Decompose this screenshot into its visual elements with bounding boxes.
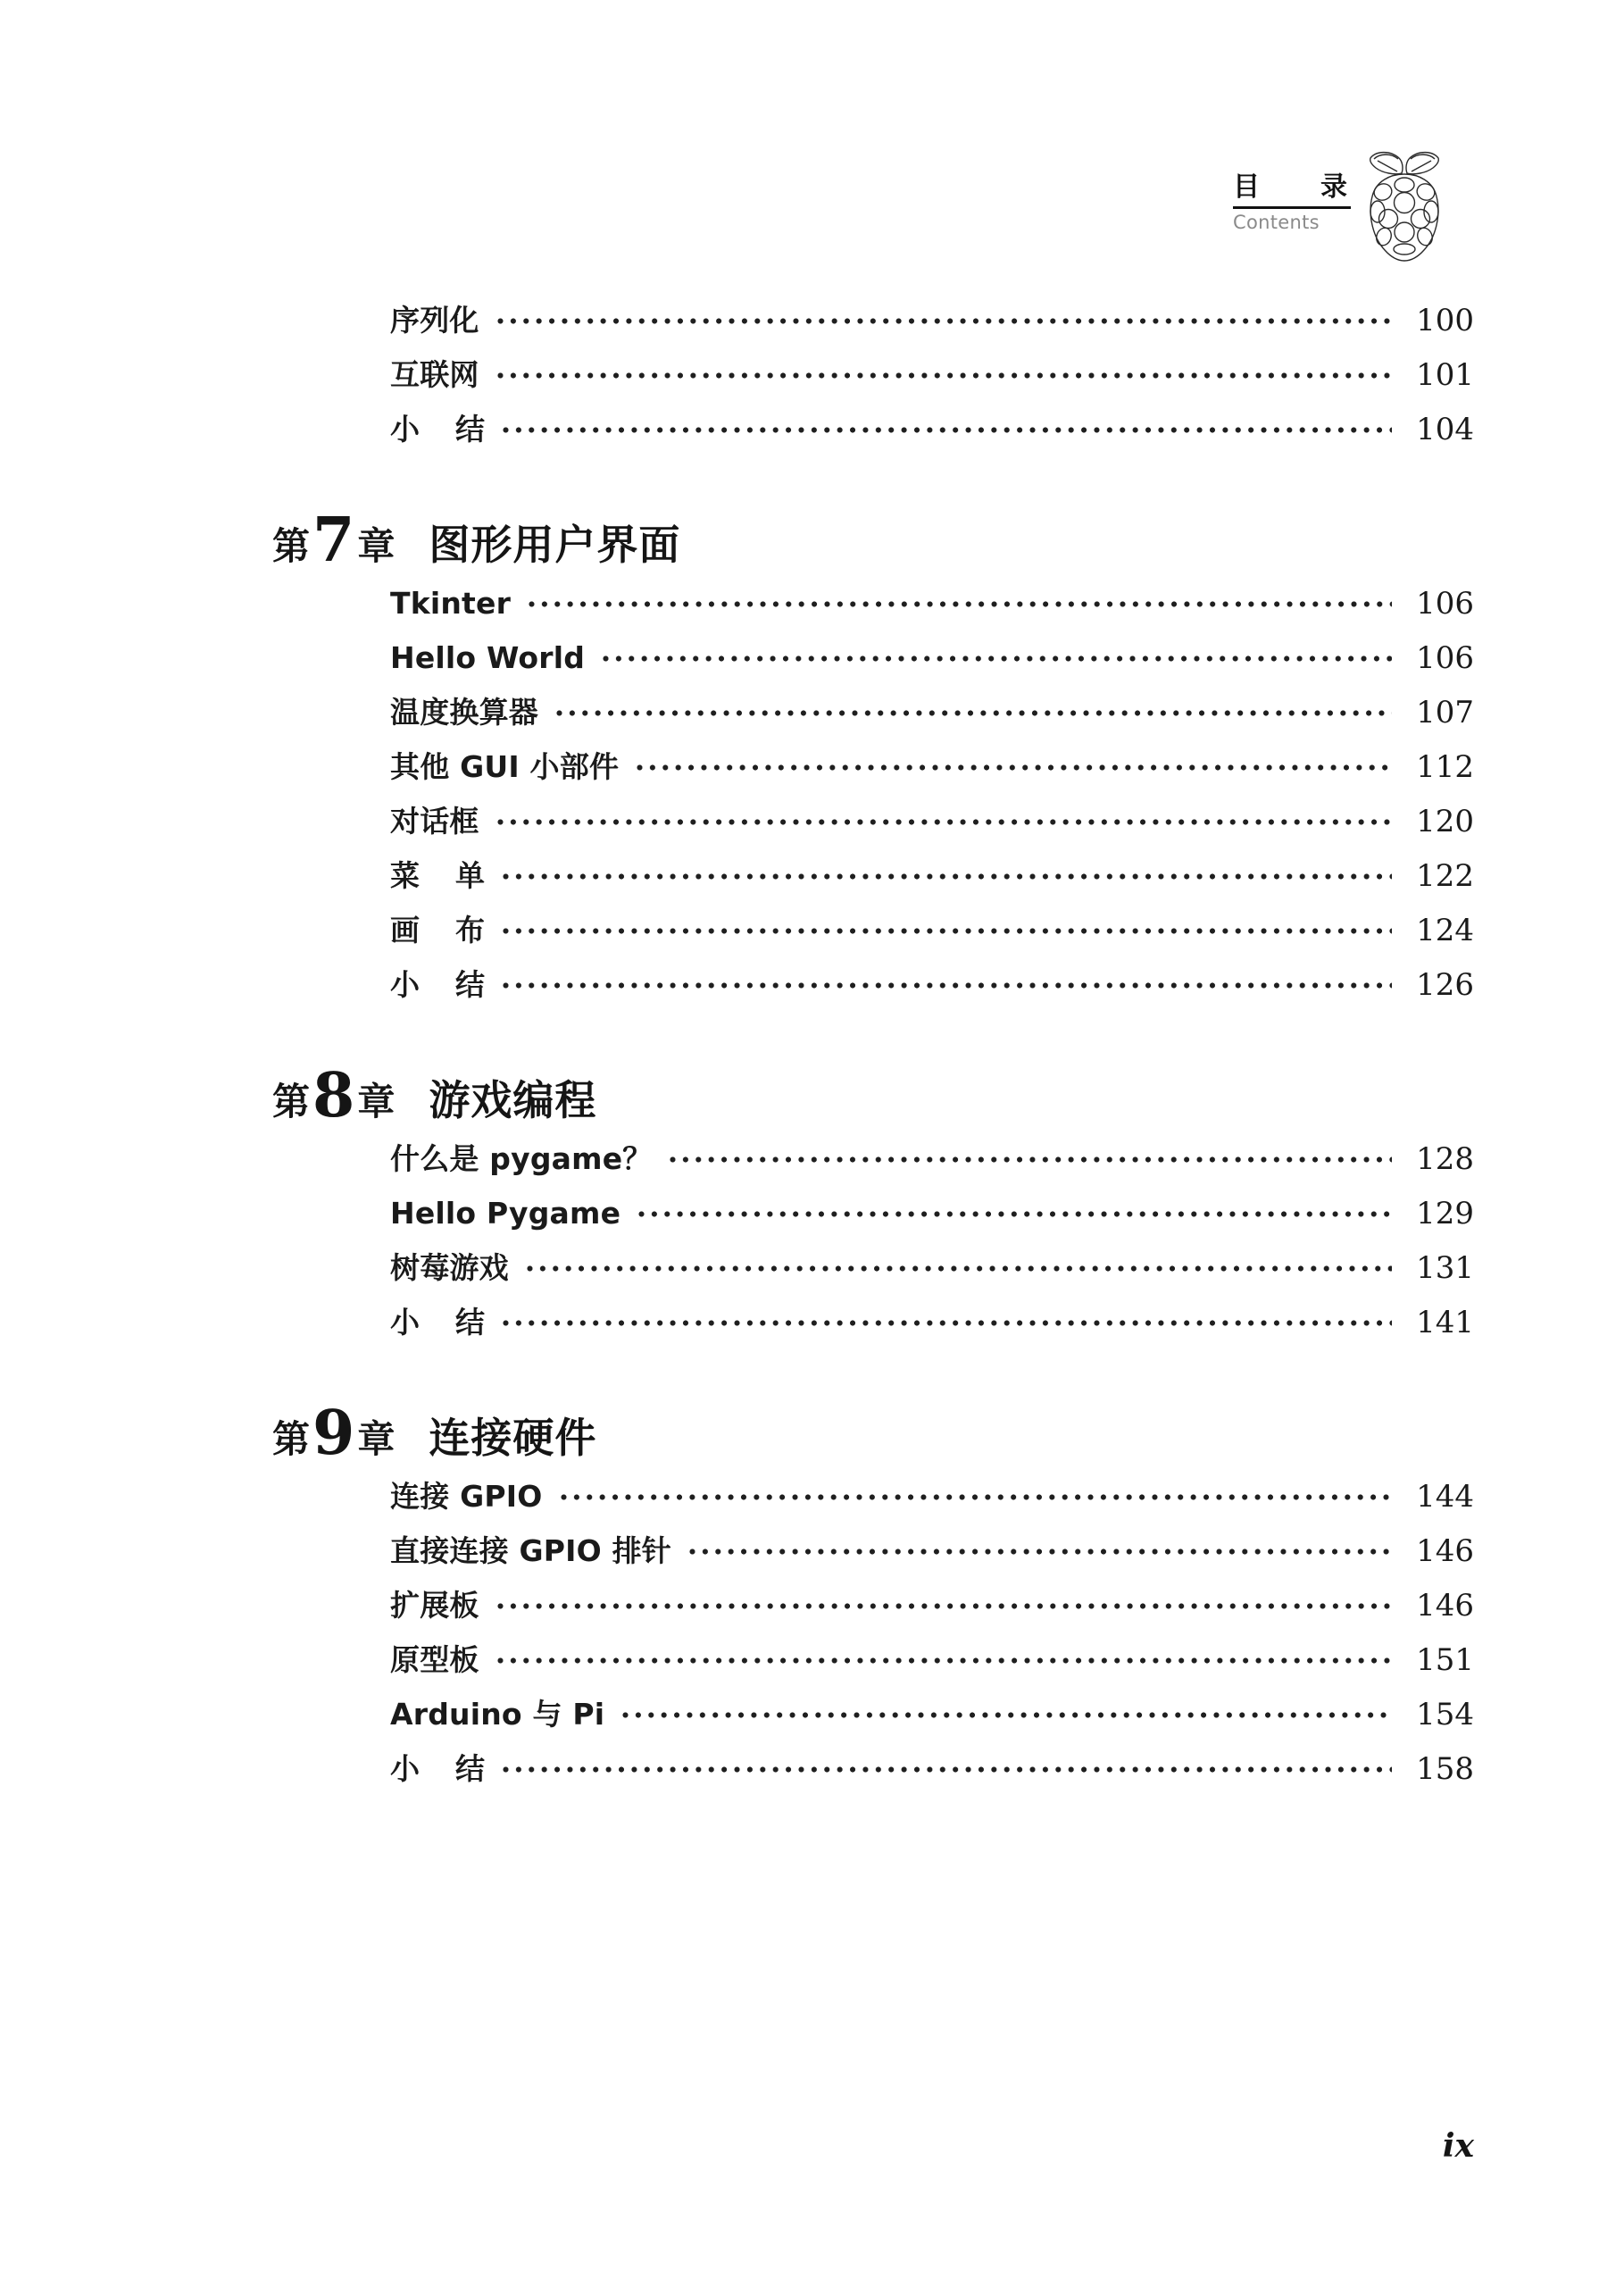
toc-entry-label: 温度换算器 (390, 695, 538, 730)
toc-entry-label: 对话框 (390, 804, 479, 839)
toc-dot-leader (497, 295, 1392, 330)
toc-entry-page-number: 158 (1416, 1751, 1474, 1787)
toc-entry[interactable] (390, 905, 1474, 959)
toc-entry-page-number: 126 (1416, 967, 1474, 1003)
chapter-number: 9 (312, 1398, 355, 1469)
toc-entry-page-number: 144 (1416, 1479, 1474, 1515)
toc-entry-page-number: 100 (1416, 303, 1474, 338)
toc-dot-leader (638, 1188, 1392, 1223)
toc-dot-leader (497, 1580, 1392, 1615)
chapter-suffix: 章 (357, 1417, 396, 1461)
toc-entry[interactable] (390, 295, 1474, 349)
page-folio: ix (1442, 2127, 1474, 2165)
toc-entry-page-number: 107 (1416, 695, 1474, 730)
toc-entry-page-number: 131 (1416, 1250, 1474, 1286)
toc-entry-page-number: 151 (1416, 1642, 1474, 1678)
toc-dot-leader (529, 578, 1392, 614)
toc-entry[interactable] (390, 687, 1474, 741)
chapter-prefix: 第 (272, 1417, 311, 1461)
toc-dot-leader (503, 959, 1392, 995)
toc-entry-page-number: 124 (1416, 913, 1474, 948)
toc-entry[interactable] (390, 1634, 1474, 1689)
chapter-prefix: 第 (272, 524, 311, 568)
chapter-number: 7 (312, 505, 355, 576)
toc-entry[interactable] (390, 1471, 1474, 1525)
toc-dot-leader (497, 796, 1392, 831)
toc-dot-leader (497, 1634, 1392, 1670)
toc-entry-page-number: 106 (1416, 640, 1474, 676)
toc-entry-page-number: 141 (1416, 1305, 1474, 1340)
raspberry-pi-logo-icon (1363, 147, 1445, 263)
toc-entry-page-number: 112 (1416, 749, 1474, 785)
toc-entry[interactable] (390, 850, 1474, 905)
toc-entry-label: 序列化 (390, 303, 479, 338)
toc-entry[interactable] (390, 1297, 1474, 1351)
toc-entry[interactable] (390, 1525, 1474, 1580)
chapter-number: 8 (312, 1060, 355, 1131)
toc-entry[interactable] (390, 796, 1474, 850)
toc-entry[interactable] (390, 1689, 1474, 1743)
toc-entry-label: 小 结 (390, 1305, 485, 1340)
toc-entry-page-number: 129 (1416, 1196, 1474, 1231)
chapter-heading[interactable] (272, 505, 1624, 576)
chapter-prefix: 第 (272, 1080, 311, 1123)
table-of-contents (0, 295, 1624, 1798)
toc-dot-leader (556, 687, 1392, 722)
toc-entry-page-number: 146 (1416, 1588, 1474, 1624)
toc-entry[interactable] (390, 1743, 1474, 1798)
toc-dot-leader (603, 632, 1392, 668)
toc-entry-label: 直接连接 GPIO 排针 (390, 1533, 671, 1568)
toc-entry-label: 画 布 (390, 913, 485, 947)
chapter-title: 连接硬件 (429, 1414, 597, 1462)
toc-entry-page-number: 154 (1416, 1697, 1474, 1732)
toc-entry-page-number: 106 (1416, 586, 1474, 622)
toc-entry[interactable] (390, 349, 1474, 404)
toc-dot-leader (503, 905, 1392, 940)
toc-entry-label: 什么是 pygame？ (390, 1141, 653, 1176)
header-title-cn (1233, 172, 1347, 206)
toc-entry-page-number: 128 (1416, 1141, 1474, 1177)
toc-entry-label: Hello World (390, 640, 586, 675)
chapter-heading[interactable] (272, 1398, 1624, 1469)
toc-entry[interactable] (390, 1188, 1474, 1242)
toc-entry-page-number: 122 (1416, 858, 1474, 894)
chapter-heading[interactable] (272, 1060, 1624, 1131)
toc-entry-page-number: 146 (1416, 1533, 1474, 1569)
toc-entry[interactable] (390, 404, 1474, 458)
toc-dot-leader (637, 741, 1392, 777)
toc-entry-page-number: 104 (1416, 412, 1474, 447)
chapter-suffix: 章 (357, 524, 396, 568)
toc-entry-label: 小 结 (390, 1751, 485, 1786)
toc-entry-label: 连接 GPIO (390, 1479, 543, 1514)
toc-dot-leader (561, 1471, 1393, 1507)
toc-entry[interactable] (390, 1133, 1474, 1188)
running-header (1233, 147, 1445, 263)
header-title-cn-right: 录 (1320, 171, 1347, 203)
toc-entry-page-number: 101 (1416, 357, 1474, 393)
header-title-cn-left: 目 (1233, 171, 1260, 203)
toc-dot-leader (503, 1743, 1392, 1779)
toc-entry[interactable] (390, 959, 1474, 1014)
toc-entry-label: 小 结 (390, 412, 485, 447)
toc-dot-leader (503, 1297, 1392, 1332)
chapter-title: 游戏编程 (429, 1076, 597, 1124)
chapter-title: 图形用户界面 (429, 521, 681, 569)
toc-entry[interactable] (390, 741, 1474, 796)
toc-entry-label: 树莓游戏 (390, 1250, 509, 1285)
toc-entry-label: 扩展板 (390, 1588, 479, 1623)
toc-dot-leader (527, 1242, 1392, 1278)
toc-entry[interactable] (390, 1242, 1474, 1297)
toc-dot-leader (622, 1689, 1392, 1724)
chapter-suffix: 章 (357, 1080, 396, 1123)
toc-entry[interactable] (390, 632, 1474, 687)
toc-entry-page-number: 120 (1416, 804, 1474, 839)
toc-entry-label: 互联网 (390, 357, 479, 392)
toc-entry-label: Arduino 与 Pi (390, 1697, 605, 1732)
header-title-en: Contents (1233, 212, 1320, 233)
toc-dot-leader (670, 1133, 1392, 1169)
toc-dot-leader (503, 404, 1392, 439)
toc-entry-label: 小 结 (390, 967, 485, 1002)
toc-entry-label: 其他 GUI 小部件 (390, 749, 620, 784)
toc-entry-label: 原型板 (390, 1642, 479, 1677)
toc-dot-leader (503, 850, 1392, 886)
toc-dot-leader (689, 1525, 1392, 1561)
toc-dot-leader (497, 349, 1392, 385)
toc-entry-label: Hello Pygame (390, 1196, 621, 1231)
header-title-block (1233, 147, 1351, 234)
toc-entry[interactable] (390, 1580, 1474, 1634)
toc-entry-label: 菜 单 (390, 858, 485, 893)
toc-entry-label: Tkinter (390, 586, 512, 621)
toc-entry[interactable] (390, 578, 1474, 632)
